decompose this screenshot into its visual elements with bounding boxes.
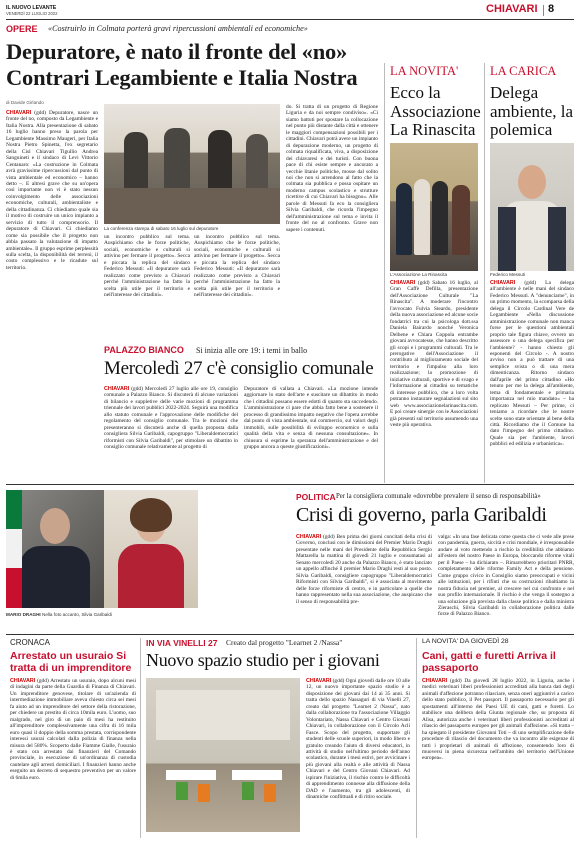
section-divider	[543, 5, 544, 16]
person-figure	[396, 183, 412, 255]
person-figure	[124, 132, 148, 192]
main-column-1: CHIAVARI (gdd) Depuratore, nasce un fronte del no, composto da Legambiente e Italia Nostra. Alla presentazione di sabato 16 luglio hanno preso la parola per Legambiente Massimo Maugeri, per Italia Nostra Pietro Spinetta, l'ex segretario della Cisl Chiavari Tigullio Andrea Sanguineti e il sindaco di Levi Vittorio Centanaro: «La costruzione in Colmata avrà gravissime ripercussioni dal punto di vista ambientale ed economico – hanno detto –. E altresì grave che su un'opera così importante non vi è stato nessun coinvolgimento delle associazioni economiche, culturali, ambientaliste e della cittadinanza. Ci chiediamo quale sia il motivo di costruire un unico impianto a servizio di tutto il comprensorio. Il depuratore di Chiavari. Ci chiediamo come sia possibile che il progetto non abbia passato la valutazione di impatto ambientale». Il gruppo esprime perplessità sulla scelta, la disponibilità dei terreni, il costo complessivo e le ricadute sul territorio.	[6, 110, 98, 271]
orange-chair	[264, 784, 276, 802]
politica-title: Crisi di governo, parla Garibaldi	[296, 504, 547, 526]
palazzo-column-2: Depuratore di vallata a Chiavari. «La mozione intende aggiornare lo stato dell'arte e suscitare un dibattito in modo che i cittadini possano essere edotti di quanto sta succedendo. L'amministrazione ci pare che abbia fatto bene a sostenere il processo di grandissimo impatto negativo che l'opera avrebbe dal punto di vista ambientale, sul commercio, sul valori degli immobili, sulle possibilità di sviluppo economico e sulla qualità della vita e senza di nessuna consultazione». In chiusura si esprime la speranza dell'amministrazione e del gruppo ancora a queste giustificazioni».	[244, 386, 378, 451]
study-table	[232, 770, 282, 780]
main-column-2: un incontro pubblico sul tema. Auspichiamo che le forze politiche, sociali, economiche e culturali si attivino per fermare il progetto». Secca e piccata la replica del sindaco Federico Messuti: «Il depuratore sarà realizzato come previsto a Chiavari perché l'amministrazione ha fatto la scelta più utile per il territorio e nell'interesse dei cittadini».	[104, 234, 190, 299]
masthead-paper: IL NUOVO LEVANTE	[6, 5, 57, 11]
jacket-shape	[20, 546, 90, 608]
carica-text: CHIAVARI (gdd) La delega all'ambiente è nelle mani del sindaco Federico Messuti. A "denunciarne", in un primo momento, la scomparsa della delega il Circolo Cardinal Vere de Legambiente «Nella discussione amministrazione comunale non manca forse per le questioni ambientali proprio tale figura chiave, ovvero un assessore o una delega specifica per l'ambiente? - hanno chiesto gli esponenti del Circolo -. A nostro avviso non a può trattare di una semplice svista o di una mera dimenticanza. Ritorno sindaco dall'aprile del primo cittadino «Ho tenuto per me la delega all'ambiente, tema di fondamentale e primaria importanza nel mio mandato» – ha replicato Messuti – Per prime, ci teniamo a ricordare che le nostre scelte sono state orientate al bene della città. Ricordiamo che il Comune ha dato l'impegno del primo cittadino. Quale sia per l'ambiente, lavori pubblici ed edilizia e urbanistica».	[490, 280, 574, 448]
main-byline: di Davide Girlando	[6, 100, 44, 105]
masthead-date: VENERDÌ 22 LUGLIO 2022	[6, 11, 58, 16]
study-room-photo	[146, 678, 300, 832]
bottom-rule	[6, 634, 574, 635]
vinelli-text: CHIAVARI (gdd) Ogni giovedì dalle ore 10 alle 12, un nuovo importante spazio studio è a disposizione dei giovani dai 14 ai 35 anni. Si tratta dello spazio Nassaguri di via Vinelli 27, creato dal progetto "Learnet 2 /Nassa", nato dalla collaborazione tra l'associazione Villaggio Volontariato, Nassa Chiavari e Centro Giovani Chiavari, in collaborazione con il Circolo Acli Fasce. Scopo del progetto, supportare gli studenti delle scuole superiori, in modo libero e gratuito creando l'aiuto di diversi educatori, in attività di studio nell'ultimo periodo dell'anno scolastico, durante i mesi estivi, per avvicinare i più giovani alla realtà e alle attività di Nassa Chiavari e del Centro Giovani Chiavari. Ad ispirare l'iniziativa, il rischio contro le difficoltà di apprendimento connesse alla diffusione della DAD e l'aumento, tra gli adolescenti, di dinamiche conflittuali e di ritiro sociale.	[306, 678, 410, 801]
giovedi-text: CHIAVARI (gdd) Da giovedì 28 luglio 2022, in Liguria, anche i medici veterinari liberi professionisti accreditati alla banca dati degli animali d'affezione potranno rilasciare, senza oneri aggiuntivi a carico dello stato pubblico, il Pet passport. Il passaporto necessario per gli spostamenti all'interno dei Paesi UE di cani, gatti e furetti. Lo stabilisce una delibera della Giunta regionale che, su proposta di Alisa, autorizza anche i veterinari liberi professionisti accreditati al rilascio del passaporto europeo per gli animali d'affezione. «Si tratta – ha spiegato il presidente Giovanni Toti – di uno semplificazione delle procedure di rilascio del documento che va incontro alle esigenze di tutti i proprietari di animali di affezione, consentendo loro di muoversi in piena sicurezza nell'ambito del territorio dell'Unione europea».	[422, 678, 574, 762]
politica-top-rule	[6, 484, 574, 485]
cronaca-text: CHIAVARI (gdd) Arrestato un usuraio, dopo alcuni mesi di indagini da parte della Guardia di Finanza di Chiavari. Un imprenditore genovese, titolare di un'azienda di intermediazione immobiliare aveva chiesto circa sei mesi fa aiuto ad un imprenditore del settore della ristorazione, per chiedere un prestito di circa 10mila euro. L'uomo, suo malgrado, nel giro di un paio di mesi ha restituito all'imprenditore complessivamente una cifra di 16 mila euro quasi il doppio della somma prestata, corrispondente interessi usurai calcolati dalla polizia di finanza nella misura del 580%. Scoperto dalle Fiamme Gialle, l'usuraio è stato ora arrestato dai finanzieri del Comando provinciale, in esecuzione di un'ordinanza di custodia cautelare agli arresti domiciliari. I finanzieri hanno anche eseguito un decreto di sequestro preventivo per un valore di 6mila euro.	[10, 678, 136, 781]
novita-photo-caption: L'Associazione La Rinascita	[390, 272, 448, 277]
vinelli-subtitle: Creato dal progetto "Learnet 2 /Nassa"	[226, 638, 343, 647]
cronaca-title: Arrestato un usuraio Si tratta di un imprenditore	[10, 650, 132, 674]
vinelli-title: Nuovo spazio studio per i giovani	[146, 650, 380, 670]
person-figure	[164, 128, 190, 192]
mayor-photo	[490, 143, 574, 271]
press-conference-photo	[104, 104, 280, 224]
green-chair	[176, 782, 188, 800]
giovedi-rule	[416, 638, 417, 838]
wall-panel	[156, 690, 290, 740]
section-name: CHIAVARI	[486, 3, 538, 15]
study-table	[166, 770, 216, 780]
association-photo	[390, 143, 478, 271]
orange-chair	[198, 784, 210, 802]
giovedi-kicker: LA NOVITA' DA GIOVEDÌ 28	[422, 638, 509, 645]
main-title-line1: Depuratore, è nato il fronte del «no»	[6, 39, 348, 64]
masthead-rule	[6, 19, 574, 20]
politica-column-1: CHIAVARI (gdd) Ben prima dei giorni concitati della crisi di Governo, conclusi con le dimissioni del Premier Mario Draghi presentate nelle mani del Presidente della Repubblica Sergio Mattarella la mattina di giovedì 21 luglio e consumatasi al Senato mercoledì 20 anche da Palazzo Bianco, è stato lanciato un appello affinché il premier Mario Draghi resti al suo posto. Silvia Garibaldi, consigliere capogruppo "Liberaldemocratici Riformisti con Silvia Garibaldi", si è associata al movimento delle forze riformiste di centro, e in particolare a quelle che hanno rappresentato nella sua associazione, che auspicano che il senso di responsabilità pre-	[296, 534, 432, 605]
main-title-line2: Contrari Legambiente e Italia Nostra	[6, 65, 358, 90]
carica-kicker: LA CARICA	[490, 64, 557, 78]
person-figure	[452, 185, 470, 255]
vinelli-kicker: IN VIA VINELLI 27	[146, 638, 218, 648]
person-figure	[208, 130, 232, 192]
right-top-rule	[384, 63, 385, 483]
politica-kicker: POLITICA	[296, 492, 336, 502]
hair-shape	[130, 498, 172, 532]
draghi-photo	[6, 490, 104, 608]
main-photo-caption: La conferenza stampa di sabato 16 luglio sul depuratore	[104, 226, 219, 231]
main-column-3: un incontro pubblico sul tema. Auspichiamo che le forze politiche, sociali, economiche e culturali si attivino per fermare il progetto». Secca e piccata la replica del sindaco Federico Messuti: «Il depuratore sarà realizzato come previsto a Chiavari perché l'amministrazione ha fatto la scelta più utile per il territorio e nell'interesse dei cittadini».	[194, 234, 280, 299]
carica-title: Delega ambiente, la polemica	[490, 83, 574, 139]
carica-photo-caption: Federico Messuti	[490, 272, 525, 277]
cronaca-kicker: CRONACA	[10, 638, 51, 647]
politica-photo-caption: MARIO DRAGHI Nella foto accanto, Silvia Garibaldi	[6, 612, 112, 617]
palazzo-title: Mercoledì 27 c'è consiglio comunale	[104, 358, 374, 379]
person-figure	[246, 134, 268, 192]
page-number: 8	[548, 3, 555, 15]
palazzo-subtitle: Si inizia alle ore 19: i temi in ballo	[196, 346, 308, 355]
cronaca-rule	[140, 638, 141, 838]
main-kicker: OPERE	[6, 24, 38, 34]
head-shape	[518, 165, 546, 199]
novita-text: CHIAVARI (gdd) Sabato 16 luglio, al Gran Caffè Defilla, presentazione dell'Associazione Culturale "La Rinascita". A moderare l'incontro l'avvocato Fulvia Steardo, presidente della nuova associazione ed alcune socie fondatrici tra cui la psicologa dott.ssa Daniela Bairardo nonché Veronica Delbene e Chiara Coppola entrambe giovani avvocatesse, che hanno descritto gli scopi e i programmi culturali. Tra le prerogative dell'Associazione il contributo al miglioramento sociale del territorio e l'impulso alla loro realizzazione; la promozione di iniziative culturali, sportive e di svago e l'informazione ai cittadini su tematiche di interesse pubblico, che a loro volta potranno instaurare segnalazioni sul sito web www.associazionelarinascita.com. E poi creare sinergie con le Associazioni già presenti sul territorio assumendo una veste più operativa.	[390, 280, 478, 428]
carica-rule	[484, 63, 485, 483]
person-figure	[432, 181, 448, 255]
dress-shape	[118, 544, 184, 608]
novita-kicker: LA NOVITA'	[390, 64, 459, 78]
main-column-4: do. Si tratta di un progetto di Regione Liguria e da noi sempre condiviso». «Ci siamo battuti per spostare la collocazione nel punto più distante dalla città e ottenere le maggiori compensazioni possibili per i cittadini. Chiavari potrà avere un impianto di depurazione moderno, un progetto di colmata riqualificata, viva, a disposizione dei chiavaresi e dei turisti. Con buona pace di chi esiste sempre e ancorato a vecchie litanie politiche, mosse dal solito noi che non si arrendono al fatto che la colmata sia pubblica e possa ospitare un moderno campus scolastico e strutture ricettive di cui Chiavari ha bisogno». Alle parole di Messuti fa eco la consigliera Silvia Garibaldi, che ricorda l'impegno dell'amministrazione sul tema e invita il fronte del no al confronto. Grave non sapere i contenuti.	[286, 104, 378, 233]
novita-title: Ecco la Associazione La Rinascita	[390, 83, 481, 139]
green-chair	[242, 782, 254, 800]
politica-subtitle: Per la consigliera comunale «dovrebbe prevalere il senso di responsabilità»	[336, 493, 541, 500]
head-shape	[40, 508, 70, 544]
conference-table	[104, 188, 280, 224]
politica-column-2: valga: «In una fase delicata come questa che ci vede alle prese con pandemia, guerra, siccità e crisi mondiale, è irresponsabile andare al voto mettendo a rischio la credibilità che abbiamo all'estero del nostro Paese in Europa, bloccando riforme vitali per il Paese – ha dichiarato –. Rimarrebbero prioritari PNRR, completamento delle riforme Family Act e della pensione. Come gruppo civico in Consiglio siamo preoccupati e vicini alle istituzioni, per i rifiuti che su costruzioni ribaltiamo la nostra fiducia nel premier, al crescere nel cui confronto e nel suo profilo internazionale. Il rischio è che venga il sostegno a una soluzione già prevista dalla classe politica e dalla ministra Zieraschi, Silvia Garibaldi in collaborazione politica dalle forze di Palazzo Bianco.	[438, 534, 574, 618]
main-quote: «Costruirlo in Colmata porterà gravi ripercussioni ambientali ed economiche»	[48, 24, 308, 33]
jacket-shape	[548, 207, 566, 271]
person-figure	[414, 179, 430, 255]
flag-shape	[6, 490, 22, 608]
palazzo-column-1: CHIAVARI (gdd) Mercoledì 27 luglio alle ore 19, consiglio comunale a Palazzo Bianco. Si discuterà di alcune variazioni di bilancio e suppletive delle varie mozioni di programma triennale dei lavori pubblici 2022-2024. Seguirà una modifica allo statuto comunale e l'approvazione delle modifiche del regolamento del consiglio comunale. Tra le mozioni che presenteranno si discuterà anche di quella proposta dalla consigliera Silvia Garibaldi, capogruppo "Liberaldemocratici riformisti con Silvia Garibaldi", per stimolare un dibattito in consiglio comunale relativamente al progetto di	[104, 386, 238, 451]
jacket-shape	[498, 207, 516, 271]
giovedi-title: Cani, gatti e furetti Arriva il passaporto	[422, 650, 556, 674]
palazzo-kicker: PALAZZO BIANCO	[104, 345, 184, 355]
garibaldi-photo	[104, 490, 198, 608]
